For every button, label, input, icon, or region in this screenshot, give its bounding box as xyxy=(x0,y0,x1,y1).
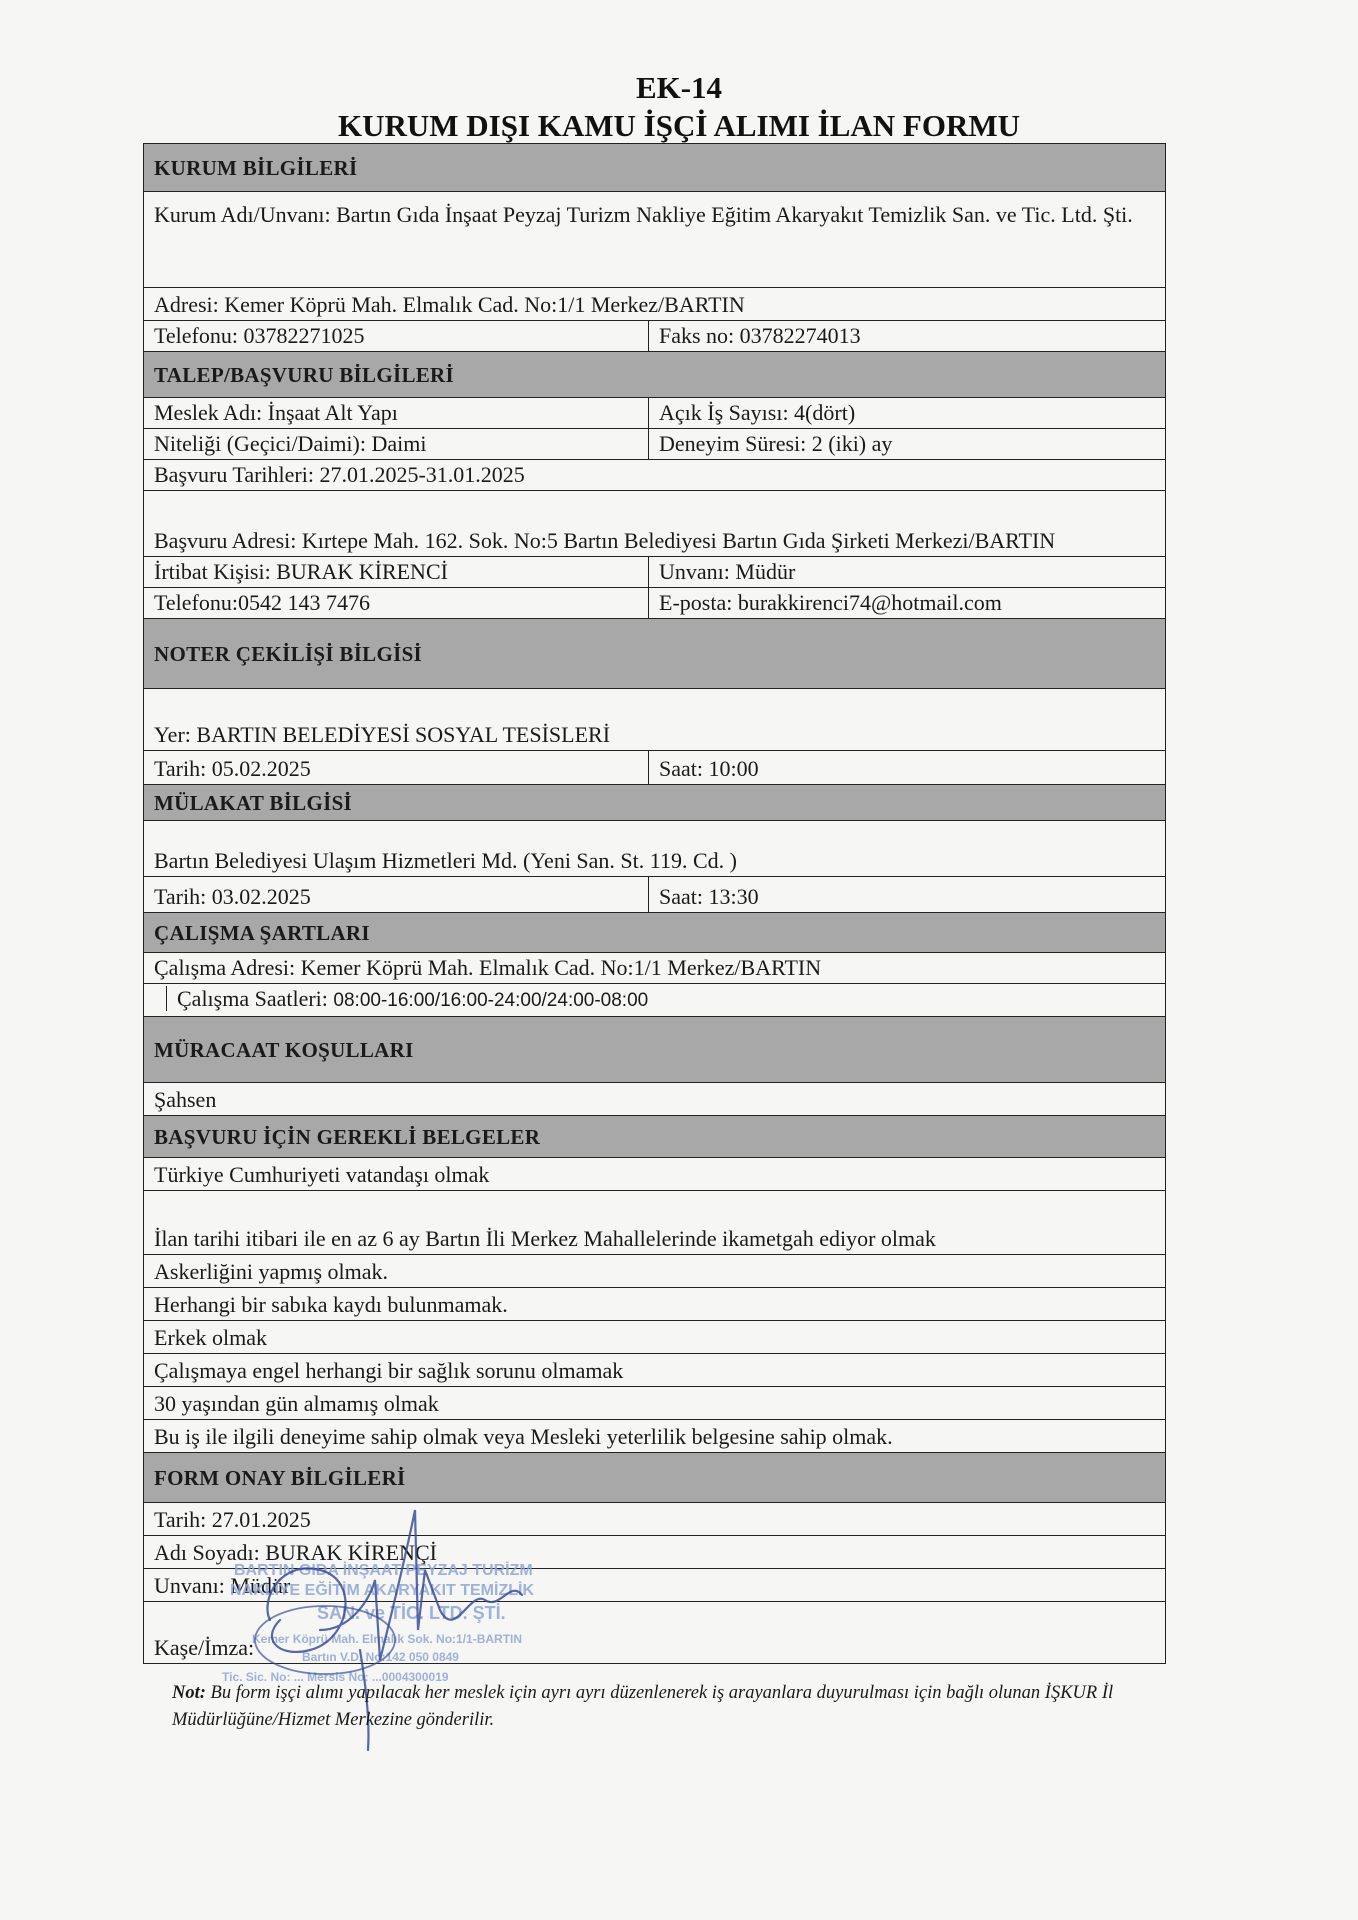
section-header-muracaat xyxy=(144,1017,1166,1083)
stamp-line-3: SAN. ve TİC. LTD. ŞTİ. xyxy=(317,1603,506,1623)
section-header-noter xyxy=(144,619,1166,689)
mulakat-saat: Saat: 13:30 xyxy=(649,877,1166,913)
calisma-saatleri xyxy=(144,984,1166,1017)
noter-yer: Yer: BARTIN BELEDİYESİ SOSYAL TESİSLERİ xyxy=(144,689,1166,751)
irtibat-kisisi: İrtibat Kişisi: BURAK KİRENCİ xyxy=(144,557,649,588)
basvuru-adresi: Başvuru Adresi: Kırtepe Mah. 162. Sok. No:5 Bartın Belediyesi Bartın Gıda Şirketi Merkezi/BARTIN xyxy=(144,491,1166,557)
kurum-adi: Kurum Adı/Unvanı: Bartın Gıda İnşaat Peyzaj Turizm Nakliye Eğitim Akaryakıt Temizlik San. ve Tic. Ltd. Şti. xyxy=(144,192,1166,288)
belge-item: Erkek olmak xyxy=(144,1321,1166,1354)
section-header-calisma xyxy=(144,913,1166,953)
stamp-line-6: Tic. Sic. No: ... Mersis No: ...0004300019 xyxy=(222,1670,449,1684)
section-title: ÇALIŞMA ŞARTLARI xyxy=(144,913,1166,953)
onay-adi-soyadi: Adı Soyadı: BURAK KİRENÇİ xyxy=(144,1536,1166,1569)
ilan-form-table xyxy=(143,143,1166,1664)
section-header-onay xyxy=(144,1453,1166,1503)
section-header-mulakat xyxy=(144,785,1166,821)
belge-item: Çalışmaya engel herhangi bir sağlık sorunu olmamak xyxy=(144,1354,1166,1387)
niteligi: Niteliği (Geçici/Daimi): Daimi xyxy=(144,429,649,460)
stamp-line-2: NAKLİYE EĞİTİM AKARYAKIT TEMİZLİK xyxy=(230,1582,534,1599)
note-text: Bu form işçi alımı yapılacak her meslek için ayrı ayrı düzenlenerek iş arayanlara duyurulması için bağlı olunan İŞKUR İl Müdürlüğüne/Hizmet Merkezine gönderilir. xyxy=(172,1683,1114,1730)
deneyim-suresi: Deneyim Süresi: 2 (iki) ay xyxy=(649,429,1166,460)
section-header-belgeler xyxy=(144,1116,1166,1158)
kurum-adres: Adresi: Kemer Köprü Mah. Elmalık Cad. No:1/1 Merkez/BARTIN xyxy=(144,288,1166,321)
form-note xyxy=(172,1680,1212,1734)
section-title: MÜLAKAT BİLGİSİ xyxy=(144,785,1166,821)
irtibat-telefonu: Telefonu:0542 143 7476 xyxy=(144,588,649,619)
stamp-line-5: Bartın V.D. No:142 050 0849 xyxy=(302,1650,459,1664)
section-title: KURUM BİLGİLERİ xyxy=(144,144,1166,192)
mulakat-yer: Bartın Belediyesi Ulaşım Hizmetleri Md. (Yeni San. St. 119. Cd. ) xyxy=(144,821,1166,877)
onay-unvan: Unvanı: Müdür xyxy=(144,1569,1166,1602)
onay-tarih: Tarih: 27.01.2025 xyxy=(144,1503,1166,1536)
kurum-faks: Faks no: 03782274013 xyxy=(649,321,1166,352)
belge-item: Askerliğini yapmış olmak. xyxy=(144,1255,1166,1288)
section-title: MÜRACAAT KOŞULLARI xyxy=(144,1017,1166,1083)
form-code: EK-14 xyxy=(635,70,723,105)
stamp-line-1: BARTIN GIDA İNŞAAT PEYZAJ TURİZM xyxy=(234,1562,533,1579)
onay-kase-imza: Kaşe/İmza: xyxy=(144,1602,1166,1664)
muracaat-kosulu: Şahsen xyxy=(144,1083,1166,1116)
stamp-line-4: Kemer Köprü Mah. Elmalık Sok. No:1/1-BARTIN xyxy=(252,1632,523,1646)
noter-tarih: Tarih: 05.02.2025 xyxy=(144,751,649,785)
section-title: FORM ONAY BİLGİLERİ xyxy=(144,1453,1166,1503)
belge-item: Türkiye Cumhuriyeti vatandaşı olmak xyxy=(144,1158,1166,1191)
calisma-adresi: Çalışma Adresi: Kemer Köprü Mah. Elmalık Cad. No:1/1 Merkez/BARTIN xyxy=(144,953,1166,984)
section-header-talep xyxy=(144,352,1166,398)
noter-saat: Saat: 10:00 xyxy=(649,751,1166,785)
calisma-saatleri-value: 08:00-16:00/16:00-24:00/24:00-08:00 xyxy=(333,990,649,1011)
meslek-adi: Meslek Adı: İnşaat Alt Yapı xyxy=(144,398,649,429)
basvuru-tarihleri: Başvuru Tarihleri: 27.01.2025-31.01.2025 xyxy=(144,460,1166,491)
belge-item: Herhangi bir sabıka kaydı bulunmamak. xyxy=(144,1288,1166,1321)
section-header-kurum xyxy=(144,144,1166,192)
section-title: BAŞVURU İÇİN GEREKLİ BELGELER xyxy=(144,1116,1166,1158)
irtibat-eposta: E-posta: burakkirenci74@hotmail.com xyxy=(649,588,1166,619)
kurum-telefon: Telefonu: 03782271025 xyxy=(144,321,649,352)
belge-item: Bu iş ile ilgili deneyime sahip olmak veya Mesleki yeterlilik belgesine sahip olmak. xyxy=(144,1420,1166,1453)
calisma-saatleri-label: Çalışma Saatleri: xyxy=(166,986,333,1011)
mulakat-tarih: Tarih: 03.02.2025 xyxy=(144,877,649,913)
note-label: Not: xyxy=(172,1683,206,1703)
acik-is-sayisi: Açık İş Sayısı: 4(dört) xyxy=(649,398,1166,429)
irtibat-unvani: Unvanı: Müdür xyxy=(649,557,1166,588)
belge-item: 30 yaşından gün almamış olmak xyxy=(144,1387,1166,1420)
form-title: KURUM DIŞI KAMU İŞÇİ ALIMI İLAN FORMU xyxy=(337,108,1021,143)
section-title: TALEP/BAŞVURU BİLGİLERİ xyxy=(144,352,1166,398)
section-title: NOTER ÇEKİLİŞİ BİLGİSİ xyxy=(144,619,1166,689)
belge-item: İlan tarihi itibari ile en az 6 ay Bartın İli Merkez Mahallelerinde ikametgah ediyor olmak xyxy=(144,1191,1166,1255)
